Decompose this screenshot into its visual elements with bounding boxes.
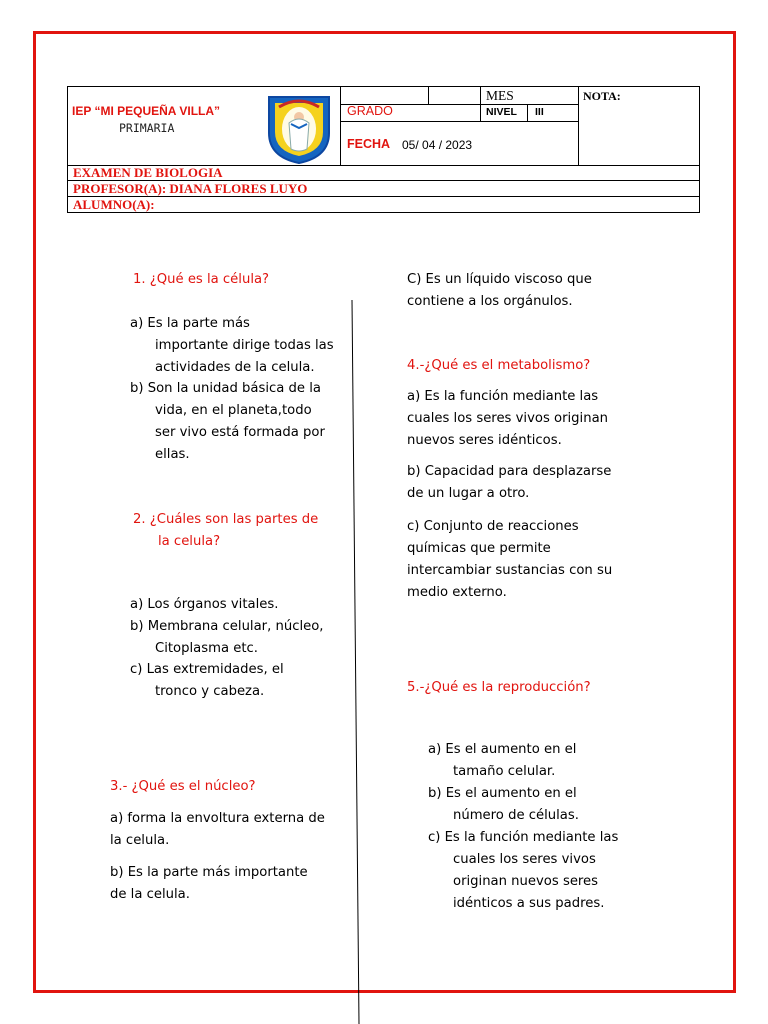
question-4-title: 4.-¿Qué es el metabolismo?	[407, 358, 591, 373]
fecha-label: FECHA	[347, 137, 391, 151]
q1-option-a[interactable]: a) Es la parte más importante dirige todas las actividades de la celula.	[130, 316, 334, 375]
mes-label: MES	[486, 88, 514, 103]
column-divider	[340, 300, 370, 1024]
teacher-name: PROFESOR(A): DIANA FLORES LUYO	[73, 181, 308, 196]
q4-option-b[interactable]: b) Capacidad para desplazarse de un lugar a otro.	[407, 464, 612, 501]
question-3-title: 3.- ¿Qué es el núcleo?	[110, 779, 256, 794]
grado-label: GRADO	[347, 104, 393, 118]
q4-option-c[interactable]: c) Conjunto de reacciones químicas que permite intercambiar sustancias con su medio externo.	[407, 519, 613, 600]
q2-option-a[interactable]: a) Los órganos vitales.	[130, 597, 279, 612]
nota-label: NOTA:	[583, 89, 621, 103]
q1-option-c[interactable]: C) Es un líquido viscoso que contiene a los orgánulos.	[407, 272, 592, 309]
school-crest-icon	[265, 93, 333, 165]
q4-option-a[interactable]: a) Es la función mediante las cuales los seres vivos originan nuevos seres idénticos.	[407, 389, 609, 448]
student-name-field[interactable]: ALUMNO(A):	[73, 197, 155, 212]
q2-option-b[interactable]: b) Membrana celular, núcleo, Citoplasma etc.	[130, 619, 324, 656]
q5-option-c[interactable]: c) Es la función mediante las cuales los seres vivos originan nuevos seres idénticos a sus padres.	[428, 830, 619, 911]
question-2-title: 2. ¿Cuáles son las partes de la celula?	[133, 512, 319, 549]
q5-option-b[interactable]: b) Es el aumento en el número de células.	[428, 786, 579, 823]
q3-option-a[interactable]: a) forma la envoltura externa de la celula.	[110, 811, 325, 848]
nivel-value: III	[535, 106, 544, 118]
question-1-title: 1. ¿Qué es la célula?	[133, 272, 270, 287]
q3-option-b[interactable]: b) Es la parte más importante de la celula.	[110, 865, 308, 902]
exam-title: EXAMEN DE BIOLOGIA	[73, 165, 223, 180]
q1-option-b[interactable]: b) Son la unidad básica de la vida, en el planeta,todo ser vivo está formada por ellas.	[130, 381, 325, 462]
q5-option-a[interactable]: a) Es el aumento en el tamaño celular.	[428, 742, 577, 779]
school-level: PRIMARIA	[119, 121, 175, 135]
nivel-label: NIVEL	[486, 106, 517, 118]
fecha-value: 05/ 04 / 2023	[402, 138, 473, 152]
school-name: IEP “MI PEQUEÑA VILLA”	[72, 104, 221, 118]
q2-option-c[interactable]: c) Las extremidades, el tronco y cabeza.	[130, 662, 284, 699]
question-5-title: 5.-¿Qué es la reproducción?	[407, 680, 591, 695]
